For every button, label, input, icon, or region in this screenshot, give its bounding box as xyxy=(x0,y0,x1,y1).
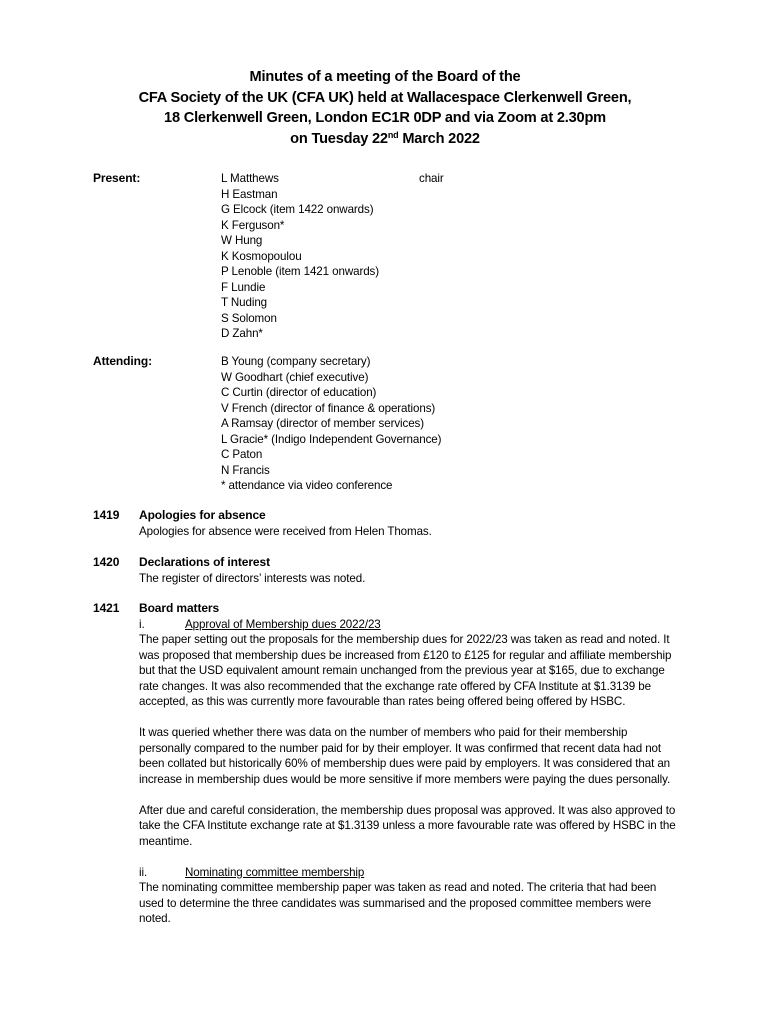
attending-name: N Francis xyxy=(221,463,270,477)
present-name: P Lenoble (item 1421 onwards) xyxy=(221,265,380,278)
item-heading: Apologies for absence xyxy=(139,508,266,522)
attending-name: B Young (company secretary) xyxy=(221,355,371,368)
present-name: D Zahn* xyxy=(221,327,263,340)
present-name: F Lundie xyxy=(221,280,266,294)
attending-label: Attending: xyxy=(93,354,152,368)
attending-name: C Paton xyxy=(221,448,263,461)
item-heading: Board matters xyxy=(139,601,220,615)
chair-note: chair xyxy=(419,172,444,185)
item-heading: Declarations of interest xyxy=(139,555,270,569)
present-name: K Ferguson* xyxy=(221,218,285,232)
subitem-title: Approval of Membership dues 2022/23 xyxy=(185,617,381,631)
present-name: K Kosmopoulou xyxy=(221,249,302,263)
subitem-number: ii. xyxy=(139,865,148,879)
attending-name: C Curtin (director of education) xyxy=(221,386,377,399)
minutes-title xyxy=(60,67,710,149)
item-text: Apologies for absence were received from Helen Thomas. xyxy=(139,524,432,538)
present-name: S Solomon xyxy=(221,311,277,325)
present-name: L Matthews xyxy=(221,172,279,185)
item-number-1419: 1419 xyxy=(93,508,120,522)
attending-name: L Gracie* (Indigo Independent Governance) xyxy=(221,432,442,446)
item-text: The register of directors’ interests was noted. xyxy=(139,571,366,585)
attending-name: W Goodhart (chief executive) xyxy=(221,370,369,384)
subitem-heading-1 xyxy=(139,617,679,633)
item-1420 xyxy=(139,555,679,586)
paragraph: It was queried whether there was data on the number of members who paid for their membership personally compared to the number paid for by their employer. It was confirmed that recent data had not been collated but historically 60% of membership dues were paid by employers. It was considered that an increase in membership dues would be more sensitive if more members were paying the dues personally. xyxy=(139,726,671,786)
present-name: H Eastman xyxy=(221,187,278,201)
title-line-2: CFA Society of the UK (CFA UK) held at Wallacespace Clerkenwell Green, xyxy=(138,89,632,106)
title-line-1: Minutes of a meeting of the Board of the xyxy=(249,69,521,85)
paragraph: After due and careful consideration, the membership dues proposal was approved. It was also approved to take the CFA Institute exchange rate at $1.3139 unless a more favourable rate was offered by HSBC in the meantime. xyxy=(139,803,676,848)
present-name: W Hung xyxy=(221,234,263,247)
attending-name: A Ramsay (director of member services) xyxy=(221,417,425,430)
paragraph: The nominating committee membership paper was taken as read and noted. The criteria that had been used to determine the three candidates was summarised and the proposed committee members were noted. xyxy=(139,881,657,925)
present-label: Present: xyxy=(93,171,141,185)
present-name: T Nuding xyxy=(221,296,268,309)
paragraph: The paper setting out the proposals for the membership dues for 2022/23 was taken as read and noted. It was proposed that membership dues be increased from £120 to £125 for regular and affiliate membership but that the USD equivalent amount remain unchanged from the previous year at $165, due to exchange rate changes. It was also recommended that the exchange rate offered by CFA Institute at $1.3139 be accepted, as this was currently more favourable than rates being offered being offered by HSBC. xyxy=(139,633,672,708)
attending-name: V French (director of finance & operations) xyxy=(221,401,436,415)
item-1419 xyxy=(139,508,679,539)
attending-list xyxy=(221,354,441,494)
subitem-title: Nominating committee membership xyxy=(185,865,365,879)
item-1421 xyxy=(139,601,679,927)
title-line-3: 18 Clerkenwell Green, London EC1R 0DP and via Zoom at 2.30pm xyxy=(164,110,606,126)
title-line-4 xyxy=(60,129,710,150)
subitem-heading-2 xyxy=(139,865,679,881)
title-date-suffix: March 2022 xyxy=(398,130,480,147)
present-list xyxy=(221,171,379,342)
item-number-1420: 1420 xyxy=(93,555,120,569)
subitem-number: i. xyxy=(139,617,145,631)
attending-footnote: * attendance via video conference xyxy=(221,479,393,492)
item-number-1421: 1421 xyxy=(93,601,120,615)
title-date-prefix: on Tuesday 22 xyxy=(290,130,388,147)
present-name: G Elcock (item 1422 onwards) xyxy=(221,203,374,216)
title-date-ordinal: nd xyxy=(387,129,399,140)
